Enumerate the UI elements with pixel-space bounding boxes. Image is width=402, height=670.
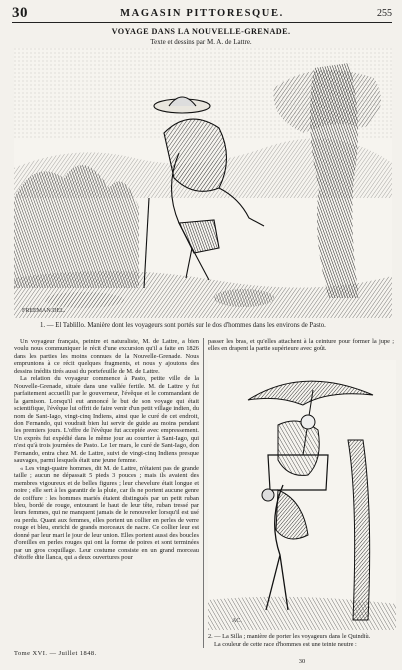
paragraph-intro: Un voyageur français, peintre et naturaliste, M. de Lattre, a bien voulu nous communiquer le récit d'une excursion qu'il a faite en 1826 dans les parties les moins connues de la Nouvelle-Grenade. Nous empruntons à ce récit quelques fragments, et nous y ajoutons des dessins inédits tirés aussi du portefeuille de M. de Lattre. xyxy=(14,338,199,375)
signature-mark: 30 xyxy=(298,658,306,665)
column-divider xyxy=(203,338,204,648)
engraving-silla-porter xyxy=(208,360,396,630)
paragraph-continuation: passer les bras, et qu'elles attachent à la ceinture pour former la jupe ; elles en drapent la partie supérieure avec goût. xyxy=(208,338,394,353)
article-title: VOYAGE DANS LA NOUVELLE-GRENADE. xyxy=(111,27,291,36)
paragraph-description: « Les vingt-quatre hommes, dit M. de Lattre, n'étaient pas de grande taille ; aucun ne dépassait 5 pieds 3 pouces ; mais ils avaient des membres vigoureux et de belles figures ; leur chevelure était longue et noire ; elle sert à les garantir de la pluie, car ils ne portent aucune genre de coiffure : les hommes mariés étaient distingués par un petit ruban bleu, bordé de rouge, entourant le haut de leur tête, ruban tressé par leurs femmes, qui ne manquent jamais de le renouveler lorsqu'il est usé ou perdu. Quant aux femmes, elles portent un collier en perles de verre rouge et bleu, enrichi de grands morceaux de nacre. Ce collier leur est donné par leur mari le jour de leur union. Elles portent aussi des boucles d'oreilles en perles rouges qui ont la forme de poires et sont terminées par un gros coquillage. Leur costume consiste en un grand morceau d'étoffe dite llanca, qui a deux ouvertures pour xyxy=(14,464,199,562)
page-footer xyxy=(14,650,199,657)
left-column xyxy=(14,338,199,562)
tome-line: Tome XVI. — Juillet 1848. xyxy=(14,650,97,657)
page-number-left: 30 xyxy=(12,5,28,21)
page-number-right: 255 xyxy=(377,8,392,19)
page-header xyxy=(12,6,392,23)
figure2-continuation-text: La couleur de cette race d'hommes est une teinte neutre : xyxy=(214,640,357,648)
paragraph-relation: La relation du voyageur commence à Pasto, petite ville de la Nouvelle-Grenade, située dans une vallée fertile. M. de Lattre y fut parfaitement accueilli par le gouverneur, l'évêque et le commandant de la garnison. Lorsqu'il eut annoncé le but de son voyage qui était scientifique, l'évêque lui offrit de faire venir d'un petit village indien, du nom de Sant-Iago, vingt-cinq Indiens, ainsi que le curé de cet endroit, don Fernando, qui voudrait bien lui servir de guide au moins pendant les premiers jours. L'offre de l'évêque fut acceptée avec empressement. Un exprès fut expédié dans le même jour au courrier à Sant-Iago, qui n'est qu'à trois journées de Pasto. Le 1er mars, le curé de Sant-Iago, don Fernando, entra chez M. de Lattre, suivi de vingt-cinq Indiens presque sauvages, parmi lesquels était une jeune femme. xyxy=(14,375,199,465)
engraving1-signature: FREEMAN.DEL. xyxy=(22,308,66,314)
engraving-porter-carrying-traveller xyxy=(14,48,392,318)
right-column-text xyxy=(208,338,394,353)
article-byline: Texte et dessins par M. A. de Lattre. xyxy=(150,38,252,46)
engraving2-signature: AC. xyxy=(232,618,242,624)
figure1-caption: 1. — El Tablillo. Manière dont les voyageurs sont portés sur le dos d'hommes dans les environs de Pasto. xyxy=(40,322,326,329)
figure2-caption: 2. — La Silla ; manière de porter les voyageurs dans le Quindiù. xyxy=(208,633,371,640)
magazine-title: MAGASIN PITTORESQUE. xyxy=(120,8,284,19)
figure2-caption-block xyxy=(208,633,398,648)
